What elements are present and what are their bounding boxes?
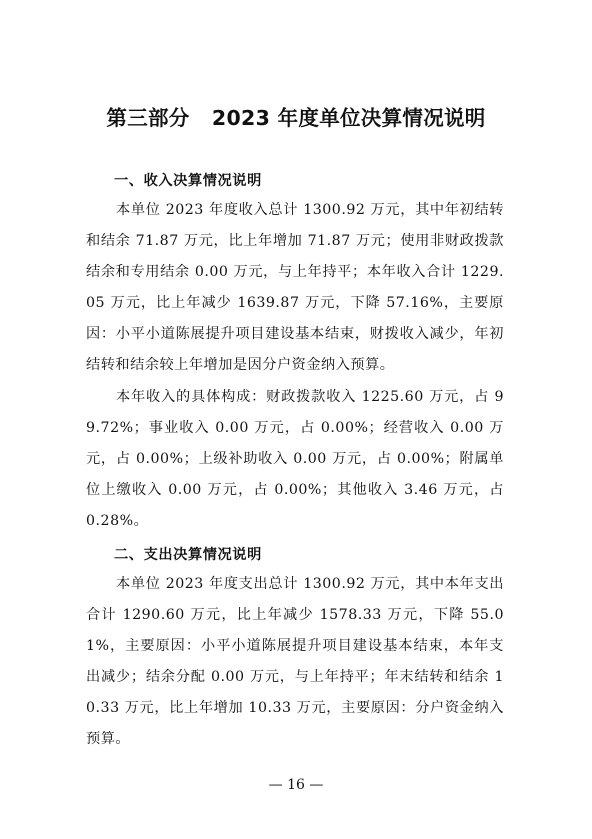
section-heading-expenditure: 二、支出决算情况说明 [114, 547, 262, 563]
expenditure-paragraph: 本单位 2023 年度支出总计 1300.92 万元，其中本年支出合计 1290.60 万元，比上年减少 1578.33 万元，下降 55.01%，主要原因：小平小道陈展提升项目建设基本结束，本年支出减少；结余分配 0.00 万元，与上年持平；年末结转和结余 10.33 万元，比上年增加 10.33 万元，主要原因：分户资金纳入预算。 [86, 576, 504, 747]
page-number: — 16 — [268, 777, 324, 793]
section-heading-income: 一、收入决算情况说明 [114, 173, 262, 189]
page-title: 第三部分 2023 年度单位决算情况说明 [106, 106, 486, 130]
income-paragraph: 本单位 2023 年度收入总计 1300.92 万元，其中年初结转和结余 71.87 万元，比上年增加 71.87 万元；使用非财政拨款结余和专用结余 0.00 万元，与上年持平；本年收入合计 1229.05 万元，比上年减少 1639.87 万元，下降 57.16%，主要原因：小平小道陈展提升项目建设基本结束，财拨收入减少，年初结转和结余较上年增加是因分户资金纳入预算。 [86, 202, 504, 373]
income-composition-paragraph: 本年收入的具体构成：财政拨款收入 1225.60 万元，占 99.72%；事业收入 0.00 万元，占 0.00%；经营收入 0.00 万元，占 0.00%；上级补助收入 0.00 万元，占 0.00%；附属单位上缴收入 0.00 万元，占 0.00%；其他收入 3.46 万元，占 0.28%。 [86, 389, 504, 529]
